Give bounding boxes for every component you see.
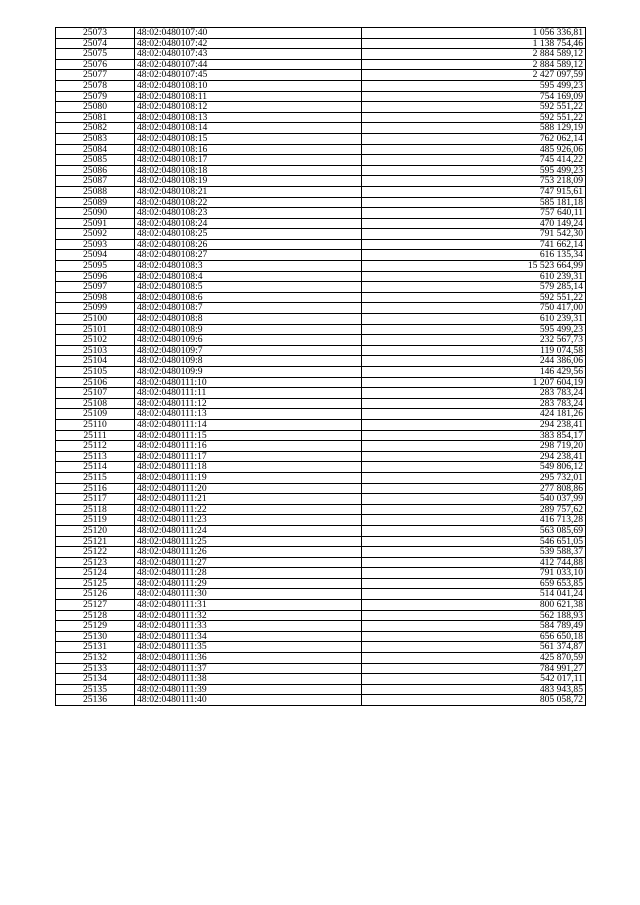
row-number-cell: 25127 — [56, 600, 135, 611]
table-row — [56, 462, 586, 473]
row-number-cell: 25136 — [56, 695, 135, 706]
table-row — [56, 70, 586, 81]
table-row — [56, 600, 586, 611]
cadastral-value-cell: 805 058,72 — [362, 695, 586, 706]
table-row — [56, 504, 586, 515]
cadastral-value-cell: 754 169,09 — [362, 91, 586, 102]
cadastral-value-cell: 656 650,18 — [362, 631, 586, 642]
cadastral-number-cell: 48:02:0480107:40 — [135, 28, 362, 39]
cadastral-number-cell: 48:02:0480111:40 — [135, 695, 362, 706]
row-number-cell: 25116 — [56, 483, 135, 494]
cadastral-number-cell: 48:02:0480111:27 — [135, 557, 362, 568]
row-number-cell: 25106 — [56, 377, 135, 388]
cadastral-value-cell: 610 239,31 — [362, 314, 586, 325]
cadastral-value-cell: 383 854,17 — [362, 430, 586, 441]
row-number-cell: 25081 — [56, 112, 135, 123]
table-row — [56, 494, 586, 505]
table-row — [56, 91, 586, 102]
row-number-cell: 25112 — [56, 441, 135, 452]
cadastral-value-cell: 595 499,23 — [362, 324, 586, 335]
table-row — [56, 430, 586, 441]
cadastral-value-cell: 750 417,00 — [362, 303, 586, 314]
cadastral-value-cell: 753 218,09 — [362, 176, 586, 187]
cadastral-number-cell: 48:02:0480108:16 — [135, 144, 362, 155]
cadastral-number-cell: 48:02:0480111:18 — [135, 462, 362, 473]
table-row — [56, 197, 586, 208]
cadastral-number-cell: 48:02:0480109:7 — [135, 345, 362, 356]
row-number-cell: 25096 — [56, 271, 135, 282]
cadastral-number-cell: 48:02:0480108:18 — [135, 165, 362, 176]
cadastral-number-cell: 48:02:0480108:11 — [135, 91, 362, 102]
cadastral-value-cell: 595 499,23 — [362, 80, 586, 91]
cadastral-value-cell: 616 135,34 — [362, 250, 586, 261]
cadastral-number-cell: 48:02:0480111:13 — [135, 409, 362, 420]
cadastral-number-cell: 48:02:0480111:12 — [135, 398, 362, 409]
cadastral-number-cell: 48:02:0480111:33 — [135, 621, 362, 632]
table-row — [56, 261, 586, 272]
cadastral-value-cell: 119 074,58 — [362, 345, 586, 356]
cadastral-value-cell: 298 719,20 — [362, 441, 586, 452]
cadastral-number-cell: 48:02:0480109:6 — [135, 335, 362, 346]
row-number-cell: 25122 — [56, 547, 135, 558]
cadastral-value-cell: 542 017,11 — [362, 674, 586, 685]
table-row — [56, 144, 586, 155]
cadastral-number-cell: 48:02:0480108:13 — [135, 112, 362, 123]
cadastral-number-cell: 48:02:0480111:31 — [135, 600, 362, 611]
table-row — [56, 303, 586, 314]
cadastral-value-cell: 784 991,27 — [362, 663, 586, 674]
cadastral-value-cell: 745 414,22 — [362, 155, 586, 166]
cadastral-value-cell: 514 041,24 — [362, 589, 586, 600]
table-row — [56, 631, 586, 642]
table-row — [56, 525, 586, 536]
row-number-cell: 25126 — [56, 589, 135, 600]
table-body — [56, 28, 586, 706]
cadastral-value-cell: 1 056 336,81 — [362, 28, 586, 39]
cadastral-value-cell: 579 285,14 — [362, 282, 586, 293]
cadastral-number-cell: 48:02:0480108:27 — [135, 250, 362, 261]
cadastral-value-cell: 791 033,10 — [362, 568, 586, 579]
cadastral-value-cell: 592 551,22 — [362, 102, 586, 113]
row-number-cell: 25130 — [56, 631, 135, 642]
table-row — [56, 684, 586, 695]
cadastral-number-cell: 48:02:0480111:11 — [135, 388, 362, 399]
row-number-cell: 25093 — [56, 239, 135, 250]
table-row — [56, 409, 586, 420]
table-row — [56, 102, 586, 113]
row-number-cell: 25118 — [56, 504, 135, 515]
table-row — [56, 335, 586, 346]
cadastral-number-cell: 48:02:0480108:9 — [135, 324, 362, 335]
cadastral-value-cell: 561 374,87 — [362, 642, 586, 653]
cadastral-value-cell: 562 188,93 — [362, 610, 586, 621]
row-number-cell: 25109 — [56, 409, 135, 420]
cadastral-number-cell: 48:02:0480111:35 — [135, 642, 362, 653]
row-number-cell: 25108 — [56, 398, 135, 409]
cadastral-number-cell: 48:02:0480109:8 — [135, 356, 362, 367]
cadastral-value-cell: 791 542,30 — [362, 229, 586, 240]
table-row — [56, 208, 586, 219]
cadastral-value-cell: 416 713,28 — [362, 515, 586, 526]
cadastral-number-cell: 48:02:0480111:19 — [135, 472, 362, 483]
table-row — [56, 515, 586, 526]
cadastral-value-cell: 1 207 604,19 — [362, 377, 586, 388]
cadastral-number-cell: 48:02:0480111:36 — [135, 653, 362, 664]
cadastral-value-cell: 232 567,73 — [362, 335, 586, 346]
table-row — [56, 49, 586, 60]
table-row — [56, 186, 586, 197]
row-number-cell: 25128 — [56, 610, 135, 621]
cadastral-number-cell: 48:02:0480111:15 — [135, 430, 362, 441]
cadastral-value-cell: 294 238,41 — [362, 419, 586, 430]
table-row — [56, 547, 586, 558]
table-row — [56, 155, 586, 166]
row-number-cell: 25121 — [56, 536, 135, 547]
cadastral-number-cell: 48:02:0480108:22 — [135, 197, 362, 208]
cadastral-value-cell: 595 499,23 — [362, 165, 586, 176]
cadastral-number-cell: 48:02:0480111:28 — [135, 568, 362, 579]
table-row — [56, 377, 586, 388]
table-row — [56, 441, 586, 452]
cadastral-number-cell: 48:02:0480111:21 — [135, 494, 362, 505]
cadastral-value-cell: 584 789,49 — [362, 621, 586, 632]
cadastral-number-cell: 48:02:0480111:30 — [135, 589, 362, 600]
cadastral-value-table — [55, 27, 586, 706]
table-row — [56, 176, 586, 187]
row-number-cell: 25114 — [56, 462, 135, 473]
cadastral-number-cell: 48:02:0480108:17 — [135, 155, 362, 166]
row-number-cell: 25119 — [56, 515, 135, 526]
table-row — [56, 123, 586, 134]
row-number-cell: 25080 — [56, 102, 135, 113]
row-number-cell: 25074 — [56, 38, 135, 49]
row-number-cell: 25089 — [56, 197, 135, 208]
table-row — [56, 356, 586, 367]
row-number-cell: 25102 — [56, 335, 135, 346]
cadastral-number-cell: 48:02:0480108:14 — [135, 123, 362, 134]
row-number-cell: 25090 — [56, 208, 135, 219]
table-row — [56, 28, 586, 39]
cadastral-value-cell: 540 037,99 — [362, 494, 586, 505]
table-row — [56, 398, 586, 409]
table-row — [56, 38, 586, 49]
cadastral-number-cell: 48:02:0480107:45 — [135, 70, 362, 81]
table-row — [56, 419, 586, 430]
table-row — [56, 578, 586, 589]
cadastral-number-cell: 48:02:0480107:42 — [135, 38, 362, 49]
row-number-cell: 25113 — [56, 451, 135, 462]
row-number-cell: 25095 — [56, 261, 135, 272]
table-row — [56, 653, 586, 664]
table-row — [56, 483, 586, 494]
cadastral-value-cell: 294 238,41 — [362, 451, 586, 462]
cadastral-value-cell: 588 129,19 — [362, 123, 586, 134]
cadastral-number-cell: 48:02:0480111:24 — [135, 525, 362, 536]
cadastral-value-cell: 283 783,24 — [362, 388, 586, 399]
row-number-cell: 25077 — [56, 70, 135, 81]
row-number-cell: 25125 — [56, 578, 135, 589]
cadastral-number-cell: 48:02:0480111:17 — [135, 451, 362, 462]
cadastral-value-cell: 295 732,01 — [362, 472, 586, 483]
cadastral-number-cell: 48:02:0480107:43 — [135, 49, 362, 60]
table-row — [56, 451, 586, 462]
cadastral-value-cell: 546 651,05 — [362, 536, 586, 547]
row-number-cell: 25117 — [56, 494, 135, 505]
row-number-cell: 25131 — [56, 642, 135, 653]
row-number-cell: 25079 — [56, 91, 135, 102]
cadastral-number-cell: 48:02:0480111:22 — [135, 504, 362, 515]
row-number-cell: 25086 — [56, 165, 135, 176]
row-number-cell: 25111 — [56, 430, 135, 441]
cadastral-number-cell: 48:02:0480107:44 — [135, 59, 362, 70]
row-number-cell: 25134 — [56, 674, 135, 685]
cadastral-value-cell: 412 744,88 — [362, 557, 586, 568]
table-row — [56, 239, 586, 250]
row-number-cell: 25075 — [56, 49, 135, 60]
cadastral-value-cell: 289 757,62 — [362, 504, 586, 515]
row-number-cell: 25120 — [56, 525, 135, 536]
row-number-cell: 25123 — [56, 557, 135, 568]
cadastral-value-cell: 2 884 589,12 — [362, 59, 586, 70]
table-row — [56, 568, 586, 579]
table-row — [56, 621, 586, 632]
cadastral-value-cell: 146 429,56 — [362, 367, 586, 378]
row-number-cell: 25124 — [56, 568, 135, 579]
cadastral-value-cell: 800 621,38 — [362, 600, 586, 611]
table-row — [56, 589, 586, 600]
cadastral-number-cell: 48:02:0480111:34 — [135, 631, 362, 642]
table-row — [56, 610, 586, 621]
table-row — [56, 80, 586, 91]
cadastral-number-cell: 48:02:0480108:26 — [135, 239, 362, 250]
row-number-cell: 25103 — [56, 345, 135, 356]
cadastral-value-cell: 549 806,12 — [362, 462, 586, 473]
row-number-cell: 25092 — [56, 229, 135, 240]
row-number-cell: 25132 — [56, 653, 135, 664]
row-number-cell: 25101 — [56, 324, 135, 335]
row-number-cell: 25078 — [56, 80, 135, 91]
cadastral-value-cell: 2 427 097,59 — [362, 70, 586, 81]
cadastral-number-cell: 48:02:0480108:6 — [135, 292, 362, 303]
cadastral-number-cell: 48:02:0480111:20 — [135, 483, 362, 494]
cadastral-number-cell: 48:02:0480108:23 — [135, 208, 362, 219]
table-row — [56, 695, 586, 706]
table-row — [56, 324, 586, 335]
table-row — [56, 165, 586, 176]
row-number-cell: 25129 — [56, 621, 135, 632]
cadastral-number-cell: 48:02:0480111:37 — [135, 663, 362, 674]
table-row — [56, 271, 586, 282]
row-number-cell: 25098 — [56, 292, 135, 303]
table-row — [56, 218, 586, 229]
cadastral-number-cell: 48:02:0480111:38 — [135, 674, 362, 685]
cadastral-number-cell: 48:02:0480108:7 — [135, 303, 362, 314]
cadastral-value-cell: 1 138 754,46 — [362, 38, 586, 49]
table-row — [56, 674, 586, 685]
cadastral-number-cell: 48:02:0480111:25 — [135, 536, 362, 547]
cadastral-number-cell: 48:02:0480108:21 — [135, 186, 362, 197]
cadastral-value-cell: 585 181,18 — [362, 197, 586, 208]
table-row — [56, 112, 586, 123]
table-row — [56, 292, 586, 303]
cadastral-value-cell: 15 523 664,99 — [362, 261, 586, 272]
table-row — [56, 536, 586, 547]
cadastral-number-cell: 48:02:0480111:29 — [135, 578, 362, 589]
cadastral-number-cell: 48:02:0480108:12 — [135, 102, 362, 113]
cadastral-value-cell: 485 926,06 — [362, 144, 586, 155]
cadastral-number-cell: 48:02:0480108:5 — [135, 282, 362, 293]
cadastral-number-cell: 48:02:0480111:23 — [135, 515, 362, 526]
cadastral-number-cell: 48:02:0480108:10 — [135, 80, 362, 91]
row-number-cell: 25085 — [56, 155, 135, 166]
cadastral-number-cell: 48:02:0480108:3 — [135, 261, 362, 272]
cadastral-number-cell: 48:02:0480108:15 — [135, 133, 362, 144]
row-number-cell: 25133 — [56, 663, 135, 674]
table-row — [56, 388, 586, 399]
cadastral-number-cell: 48:02:0480108:25 — [135, 229, 362, 240]
row-number-cell: 25088 — [56, 186, 135, 197]
table-row — [56, 367, 586, 378]
row-number-cell: 25135 — [56, 684, 135, 695]
cadastral-value-cell: 592 551,22 — [362, 112, 586, 123]
row-number-cell: 25115 — [56, 472, 135, 483]
row-number-cell: 25091 — [56, 218, 135, 229]
row-number-cell: 25084 — [56, 144, 135, 155]
cadastral-number-cell: 48:02:0480111:39 — [135, 684, 362, 695]
cadastral-value-cell: 747 915,61 — [362, 186, 586, 197]
row-number-cell: 25097 — [56, 282, 135, 293]
cadastral-number-cell: 48:02:0480108:8 — [135, 314, 362, 325]
row-number-cell: 25110 — [56, 419, 135, 430]
table-row — [56, 557, 586, 568]
cadastral-number-cell: 48:02:0480111:32 — [135, 610, 362, 621]
cadastral-value-cell: 659 653,85 — [362, 578, 586, 589]
cadastral-number-cell: 48:02:0480111:10 — [135, 377, 362, 388]
cadastral-value-cell: 2 884 589,12 — [362, 49, 586, 60]
table-row — [56, 229, 586, 240]
cadastral-number-cell: 48:02:0480109:9 — [135, 367, 362, 378]
row-number-cell: 25100 — [56, 314, 135, 325]
cadastral-number-cell: 48:02:0480111:26 — [135, 547, 362, 558]
row-number-cell: 25107 — [56, 388, 135, 399]
row-number-cell: 25082 — [56, 123, 135, 134]
cadastral-number-cell: 48:02:0480108:4 — [135, 271, 362, 282]
row-number-cell: 25076 — [56, 59, 135, 70]
table-row — [56, 250, 586, 261]
cadastral-number-cell: 48:02:0480108:19 — [135, 176, 362, 187]
row-number-cell: 25104 — [56, 356, 135, 367]
row-number-cell: 25099 — [56, 303, 135, 314]
cadastral-value-cell: 424 181,26 — [362, 409, 586, 420]
row-number-cell: 25087 — [56, 176, 135, 187]
table-row — [56, 314, 586, 325]
cadastral-value-cell: 539 588,37 — [362, 547, 586, 558]
table-row — [56, 133, 586, 144]
cadastral-value-cell: 592 551,22 — [362, 292, 586, 303]
table-row — [56, 472, 586, 483]
row-number-cell: 25094 — [56, 250, 135, 261]
table-row — [56, 642, 586, 653]
table-row — [56, 663, 586, 674]
cadastral-value-cell: 283 783,24 — [362, 398, 586, 409]
cadastral-number-cell: 48:02:0480111:16 — [135, 441, 362, 452]
cadastral-value-cell: 762 062,14 — [362, 133, 586, 144]
row-number-cell: 25105 — [56, 367, 135, 378]
cadastral-value-cell: 610 239,31 — [362, 271, 586, 282]
cadastral-value-cell: 563 085,69 — [362, 525, 586, 536]
cadastral-value-cell: 757 640,11 — [362, 208, 586, 219]
cadastral-value-cell: 244 386,06 — [362, 356, 586, 367]
table-row — [56, 345, 586, 356]
table-row — [56, 59, 586, 70]
cadastral-value-cell: 470 149,24 — [362, 218, 586, 229]
row-number-cell: 25073 — [56, 28, 135, 39]
row-number-cell: 25083 — [56, 133, 135, 144]
table-row — [56, 282, 586, 293]
cadastral-value-cell: 277 808,86 — [362, 483, 586, 494]
cadastral-value-cell: 483 943,85 — [362, 684, 586, 695]
cadastral-value-cell: 741 662,14 — [362, 239, 586, 250]
cadastral-number-cell: 48:02:0480108:24 — [135, 218, 362, 229]
cadastral-number-cell: 48:02:0480111:14 — [135, 419, 362, 430]
cadastral-value-cell: 425 870,59 — [362, 653, 586, 664]
